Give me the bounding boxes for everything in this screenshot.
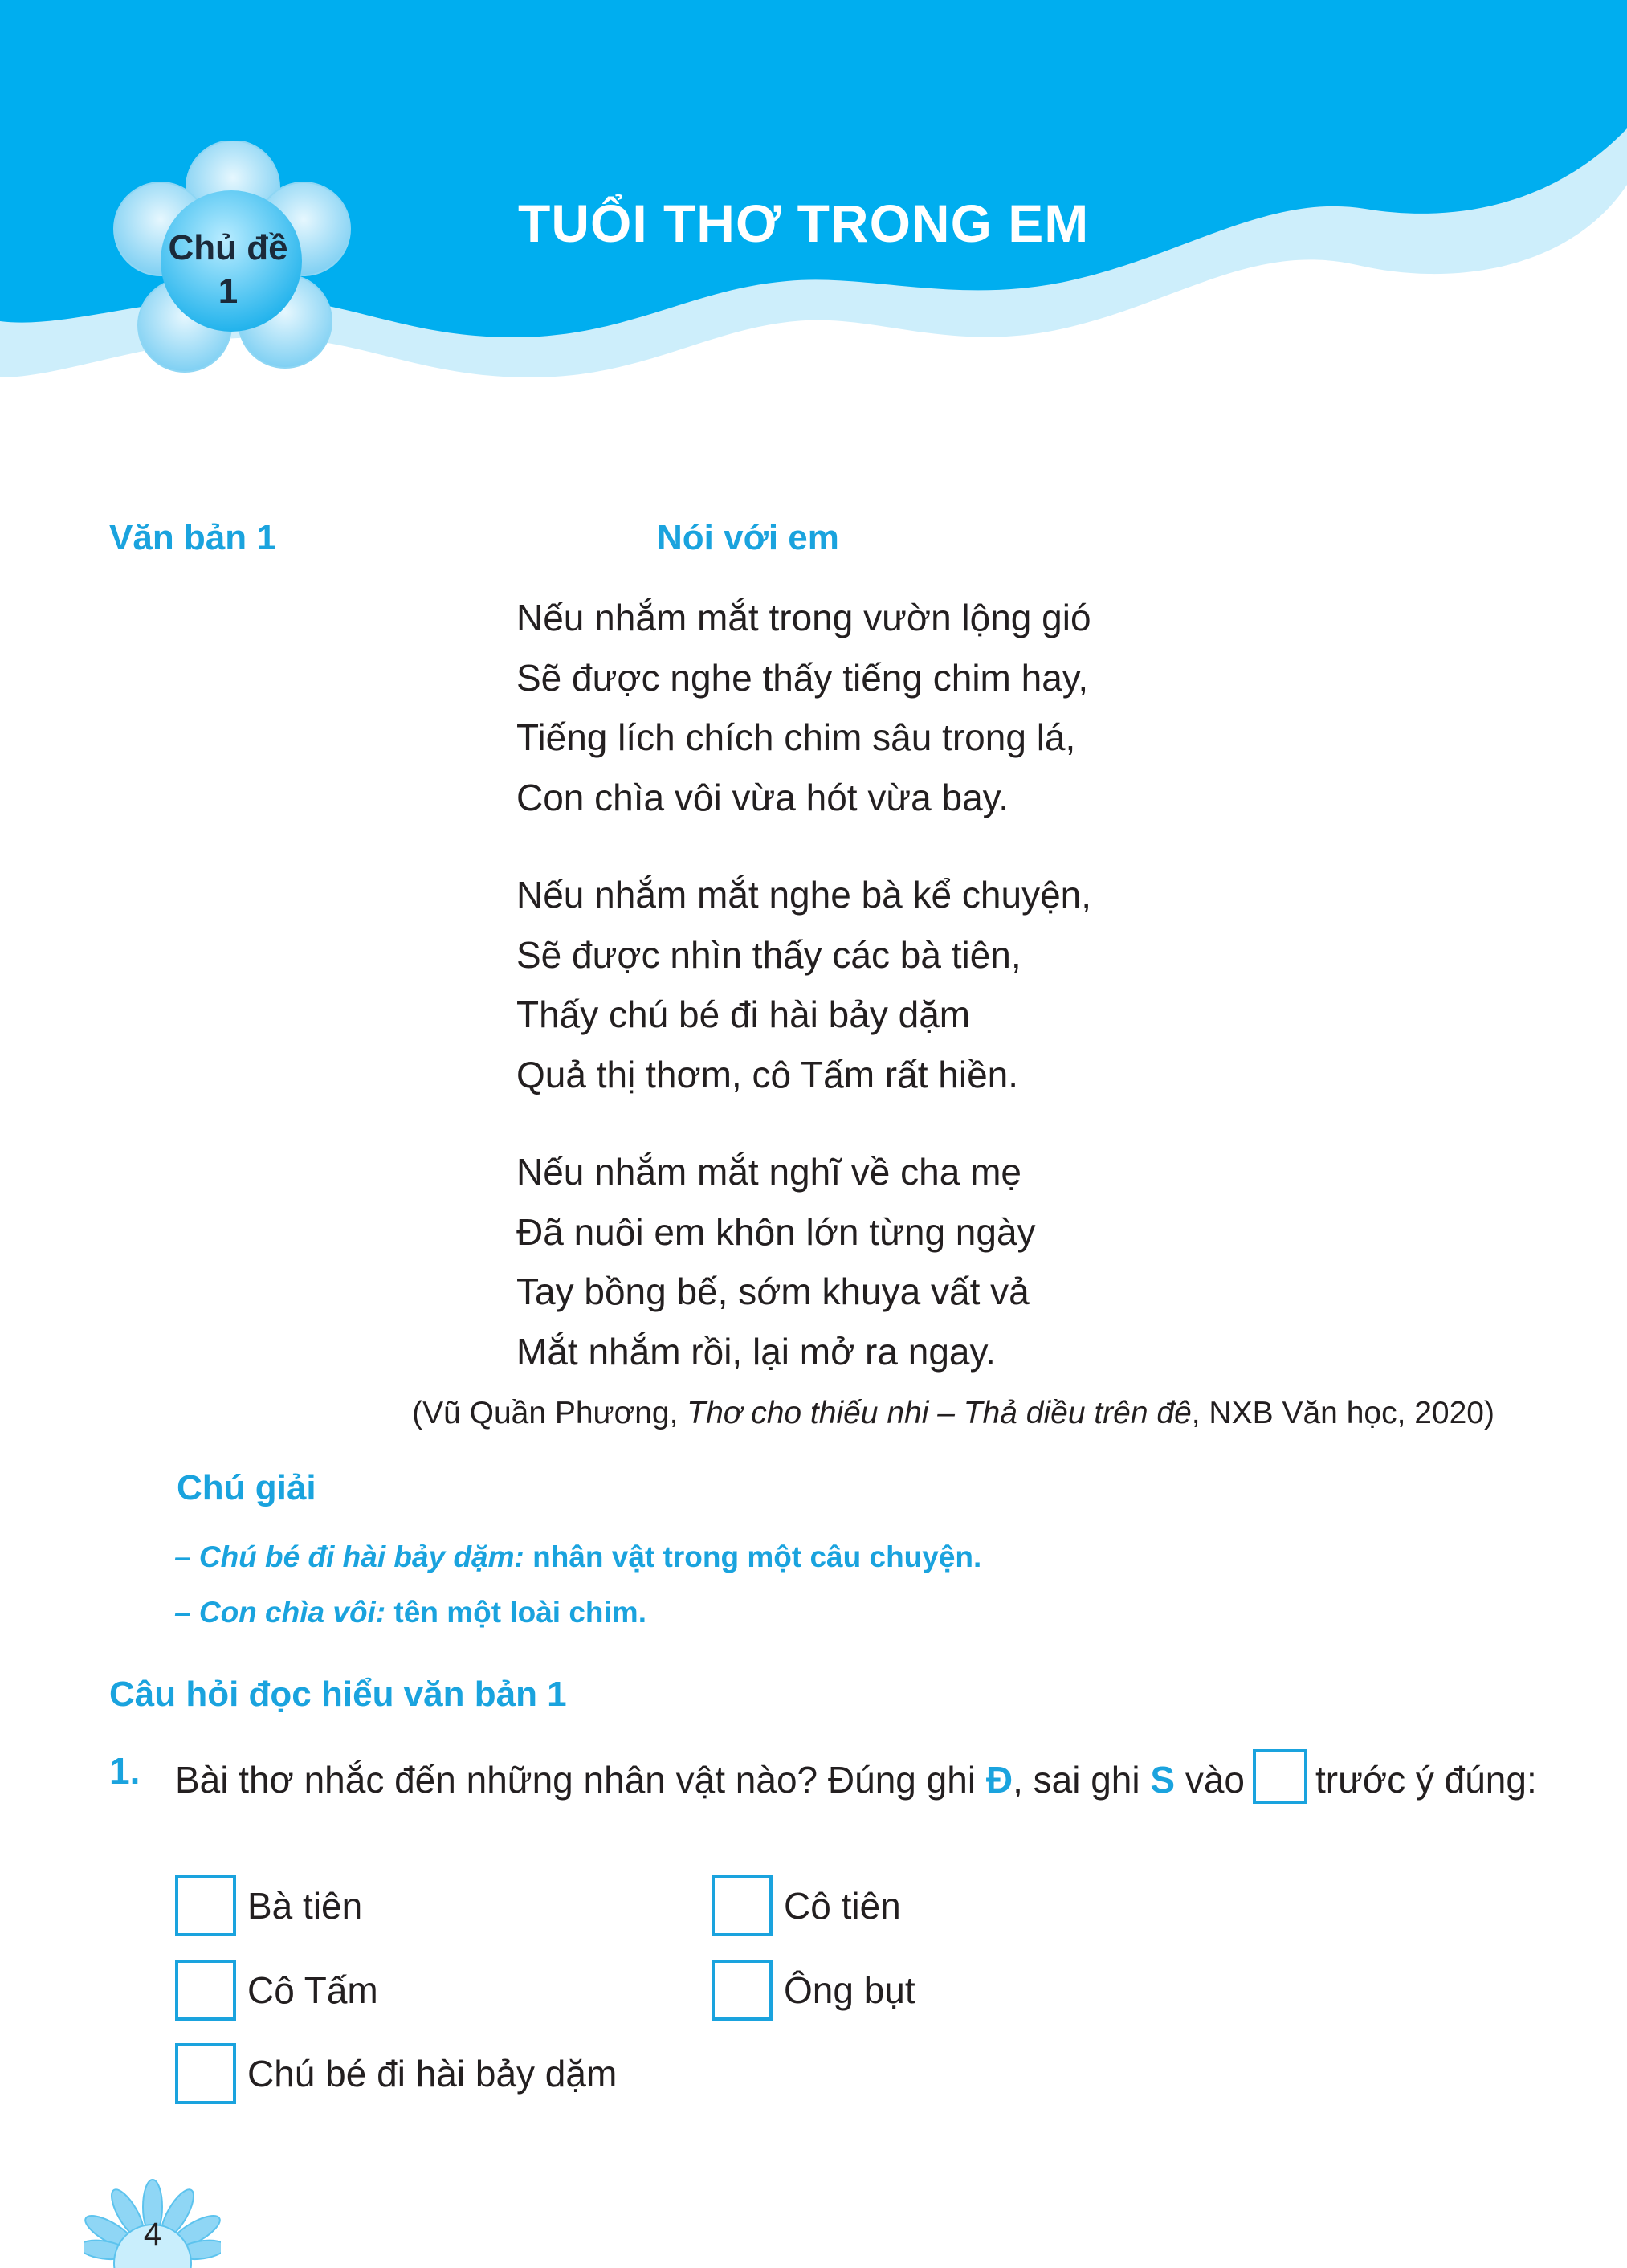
poem-line: Tay bồng bế, sớm khuya vất vả (516, 1271, 1030, 1312)
topic-number: 1 (218, 271, 239, 311)
poem-stanza (516, 865, 1091, 1104)
poem-line: Nếu nhắm mắt nghĩ về cha mẹ (516, 1151, 1021, 1193)
note-definition: tên một loài chim. (385, 1596, 646, 1629)
page-number: 4 (143, 2217, 162, 2252)
option-label: Cô tiên (784, 1885, 901, 1927)
false-mark: S (1150, 1759, 1176, 1801)
answer-checkbox[interactable] (712, 1875, 773, 1936)
section-label: Văn bản 1 (109, 518, 276, 557)
question-number: 1. (109, 1750, 141, 1792)
option-co-tien (712, 1875, 901, 1936)
note-term: – Chú bé đi hài bảy dặm: (174, 1540, 524, 1573)
note-term: – Con chìa vôi: (174, 1596, 386, 1629)
poem-stanza (516, 1142, 1091, 1381)
poem-line: Mắt nhắm rồi, lại mở ra ngay. (516, 1330, 996, 1373)
option-chu-be (175, 2043, 617, 2104)
question-text-part: trước ý đúng: (1315, 1759, 1537, 1801)
poem-line: Nếu nhắm mắt trong vườn lộng gió (516, 597, 1091, 638)
answer-checkbox[interactable] (175, 2043, 236, 2104)
answer-checkbox[interactable] (712, 1960, 773, 2021)
poem-stanza (516, 588, 1091, 827)
poem-line: Sẽ được nhìn thấy các bà tiên, (516, 933, 1021, 976)
notes-title: Chú giải (177, 1468, 316, 1507)
option-co-tam (175, 1960, 378, 2021)
note-definition: nhân vật trong một câu chuyện. (524, 1540, 982, 1573)
option-label: Cô Tấm (247, 1969, 378, 2011)
questions-title: Câu hỏi đọc hiểu văn bản 1 (109, 1674, 567, 1714)
option-label: Bà tiên (247, 1885, 363, 1927)
option-ba-tien (175, 1875, 362, 1936)
source-publisher: , NXB Văn học, 2020) (1191, 1396, 1494, 1430)
question-text-part: , sai ghi (1013, 1759, 1151, 1801)
topic-label (112, 226, 344, 313)
poem-line: Con chìa vôi vừa hót vừa bay. (516, 776, 1009, 818)
poem-line: Đã nuôi em khôn lớn từng ngày (516, 1210, 1036, 1253)
question-text-part: vào (1175, 1759, 1246, 1801)
answer-checkbox[interactable] (175, 1875, 236, 1936)
option-label: Ông bụt (784, 1969, 915, 2011)
answer-checkbox[interactable] (175, 1960, 236, 2021)
poem-body (516, 588, 1091, 1419)
poem-line: Tiếng lích chích chim sâu trong lá, (516, 716, 1076, 758)
poem-source (412, 1396, 1494, 1431)
poem-line: Sẽ được nghe thấy tiếng chim hay, (516, 656, 1089, 699)
option-ong-but (712, 1960, 915, 2021)
poem-line: Thấy chú bé đi hài bảy dặm (516, 993, 971, 1035)
chapter-title: TUỔI THƠ TRONG EM (518, 194, 1090, 253)
topic-label-text: Chủ đề (168, 228, 288, 267)
option-label: Chú bé đi hài bảy dặm (247, 2053, 618, 2095)
true-mark: Đ (985, 1759, 1013, 1801)
poem-title: Nói với em (657, 518, 839, 557)
example-answer-box (1253, 1749, 1307, 1804)
poem-line: Quả thị thơm, cô Tấm rất hiền. (516, 1053, 1019, 1095)
note-item (174, 1540, 981, 1574)
poem-line: Nếu nhắm mắt nghe bà kể chuyện, (516, 874, 1092, 916)
note-item (174, 1596, 646, 1630)
source-author: (Vũ Quần Phương, (412, 1396, 687, 1430)
question-text (175, 1749, 1540, 1804)
question-text-part: Bài thơ nhắc đến những nhân vật nào? Đúng ghi (175, 1759, 986, 1801)
source-book: Thơ cho thiếu nhi – Thả diều trên đê (687, 1396, 1192, 1430)
